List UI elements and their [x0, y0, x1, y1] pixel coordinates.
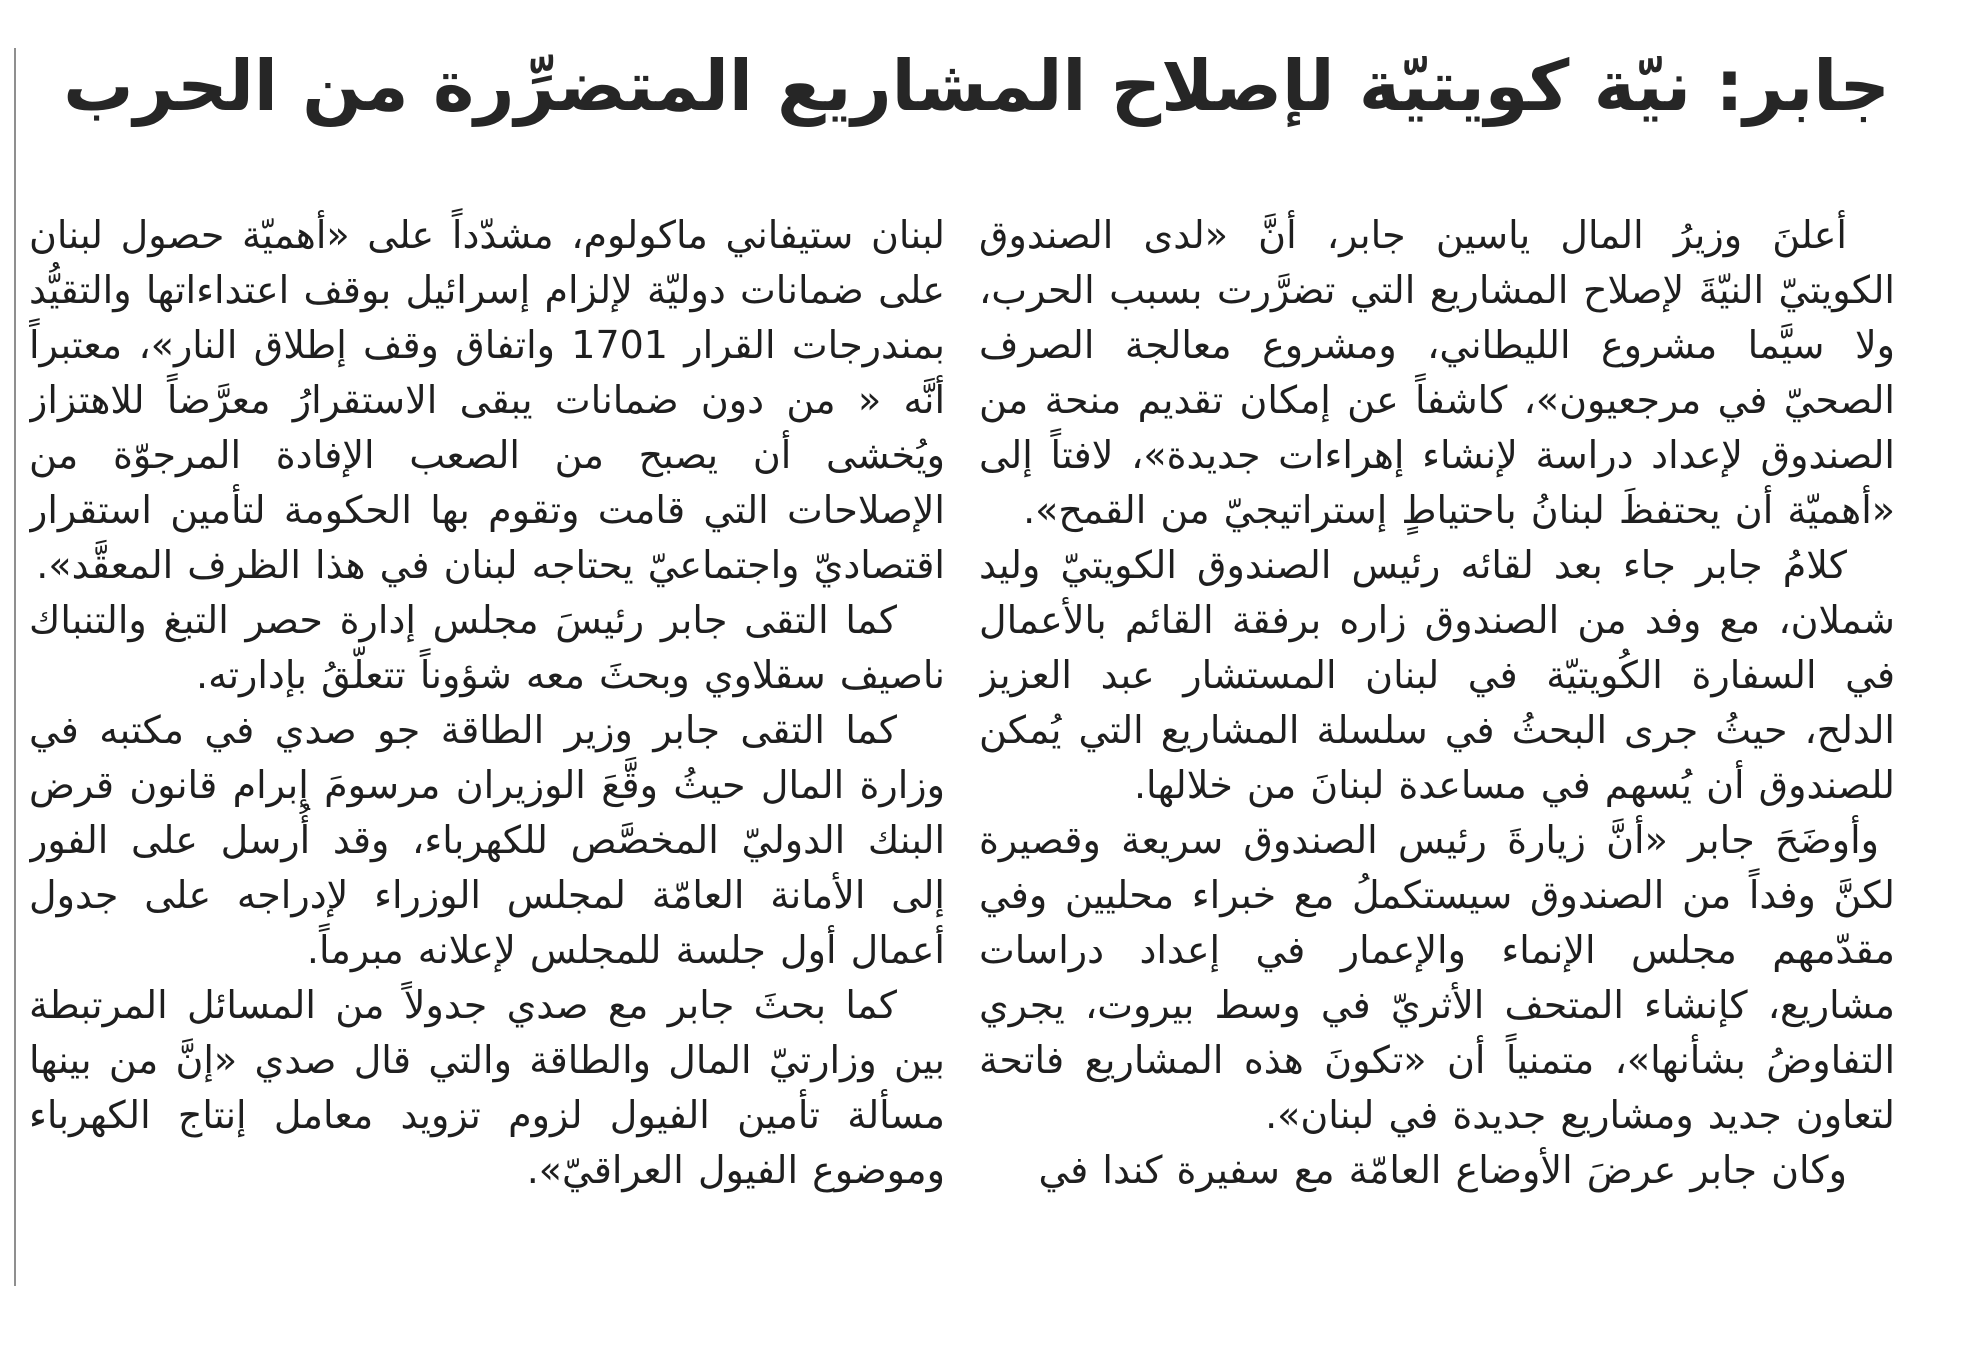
- left-edge-rule: [14, 48, 16, 1286]
- paragraph: كما التقى جابر وزير الطاقة جو صدي في مكتبه في وزارة المال حيثُ وقَّعَ الوزيران مرسومَ إبرام قانون قرض البنك الدوليّ المخصَّص للكهرباء، وقد أُرسل على الفور إلى الأمانة العامّة لمجلس الوزراء لإدراجه على جدول أعمال أول جلسة للمجلس لإعلانه مبرماً.: [29, 708, 945, 972]
- article-body: [0, 208, 1970, 1283]
- paragraph-lead: أعلنَ وزيرُ المال ياسين جابر، أنَّ «لدى الصندوق الكويتيّ النيّةَ لإصلاح المشاريع التي تضرَّرت بسبب الحرب، ولا سيَّما مشروع الليطاني، ومشروع معالجة الصرف الصحيّ في مرجعيون»، كاشفاً عن إمكان تقديم منحة من الصندوق لإعداد دراسة لإنشاء إهراءات جديدة»، لافتاً إلى «أهميّة أن يحتفظَ لبنانُ باحتياطٍ إستراتيجيّ من القمح».: [979, 213, 1895, 532]
- paragraph: كلامُ جابر جاء بعد لقائه رئيس الصندوق الكويتيّ وليد شملان، مع وفد من الصندوق زاره برفقة القائم بالأعمال في السفارة الكُويتيّة في لبنان المستشار عبد العزيز الدلح، حيثُ جرى البحثُ في سلسلة المشاريع التي يُمكن للصندوق أن يُسهم في مساعدة لبنانَ من خلالها.: [979, 543, 1895, 807]
- paragraph-continuation: لبنان ستيفاني ماكولوم، مشدّداً على «أهميّة حصول لبنان على ضمانات دوليّة لإلزام إسرائيل بوقف اعتداءاتها والتقيُّد بمندرجات القرار 1701 واتفاق وقف إطلاق النار»، معتبراً أنَّه « من دون ضمانات يبقى الاستقرارُ معرَّضاً للاهتزاز ويُخشى أن يصبح من الصعب الإفادة المرجوّة من الإصلاحات التي قامت وتقوم بها الحكومة لتأمين استقرار اقتصاديّ واجتماعيّ يحتاجه لبنان في هذا الظرف المعقَّد».: [29, 213, 945, 587]
- column-right: [979, 208, 1895, 1283]
- column-left: [29, 208, 945, 1283]
- article-headline: جابر: نيّة كويتيّة لإصلاح المشاريع المتضرِّرة من الحرب: [63, 45, 1890, 127]
- paragraph: وأوضَحَ جابر «أنَّ زيارةَ رئيس الصندوق سريعة وقصيرة لكنَّ وفداً من الصندوق سيستكملُ مع خبراء محليين وفي مقدّمهم مجلس الإنماء والإعمار في إعداد دراسات مشاريع، كإنشاء المتحف الأثريّ في وسط بيروت، يجري التفاوضُ بشأنها»، متمنياً أن «تكونَ هذه المشاريع فاتحة لتعاون جديد ومشاريع جديدة في لبنان».: [979, 818, 1895, 1137]
- paragraph: وكان جابر عرضَ الأوضاع العامّة مع سفيرة كندا في: [1038, 1148, 1847, 1192]
- paragraph: كما بحثَ جابر مع صدي جدولاً من المسائل المرتبطة بين وزارتيّ المال والطاقة والتي قال صدي «إنَّ من بينها مسألة تأمين الفيول لزوم تزويد معامل إنتاج الكهرباء وموضوع الفيول العراقيّ».: [29, 983, 945, 1192]
- paragraph: كما التقى جابر رئيسَ مجلس إدارة حصر التبغ والتنباك ناصيف سقلاوي وبحثَ معه شؤوناً تتعلّقُ بإدارته.: [29, 598, 945, 697]
